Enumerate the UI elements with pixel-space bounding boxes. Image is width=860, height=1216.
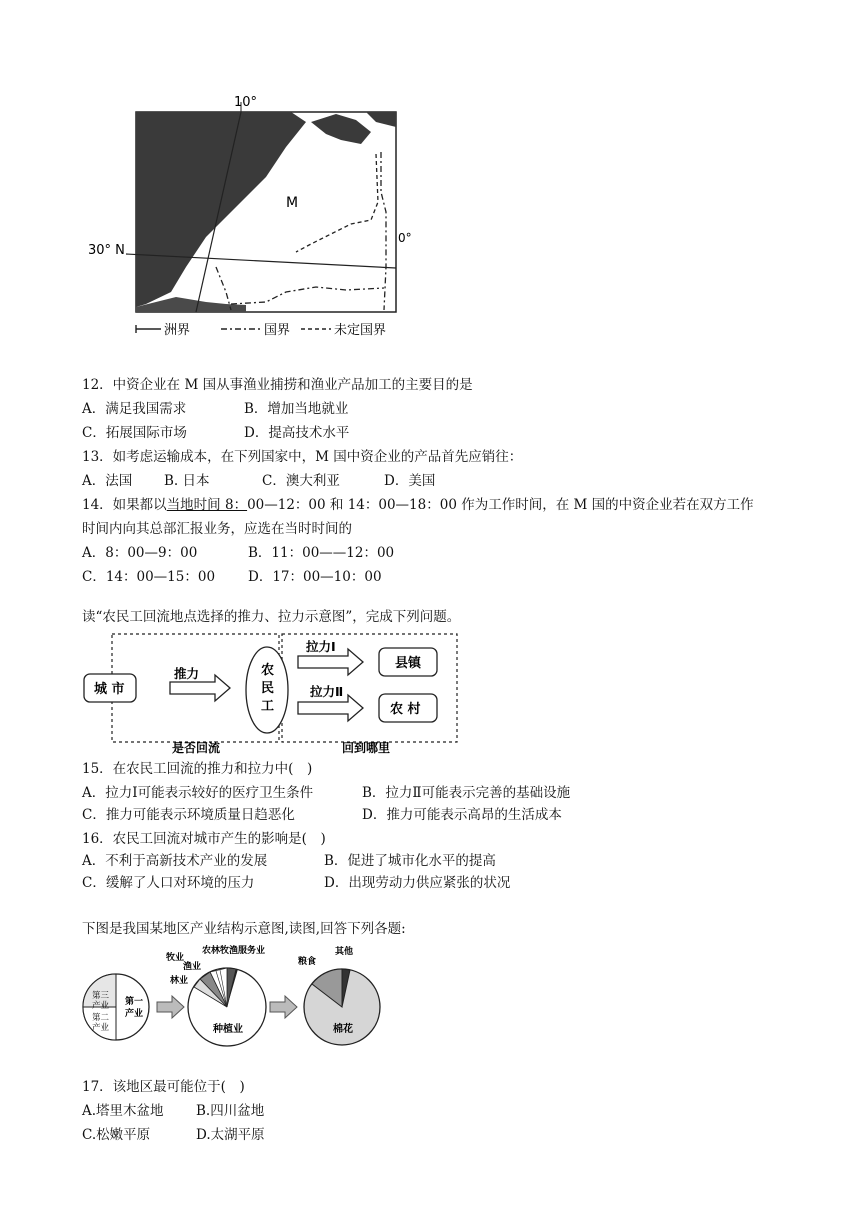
- q17-option-d: D.太湖平原: [196, 1127, 265, 1143]
- pull1-label: 拉力Ⅰ: [306, 639, 336, 654]
- lon-label: 10°: [234, 95, 258, 110]
- q14-stem-line2: 时间内向其总部汇报业务，应选在当时时间的: [82, 521, 352, 537]
- q15-option-d: D．推力可能表示高昂的生活成本: [362, 807, 562, 823]
- q17-option-a: A.塔里木盆地: [82, 1103, 164, 1119]
- q12-option-b: B．增加当地就业: [244, 401, 349, 417]
- legend-continent: 洲界: [164, 323, 191, 338]
- q13-option-a: A．法国: [82, 473, 133, 489]
- legend-national: 国界: [264, 323, 291, 338]
- animal-label: 牧业: [166, 953, 185, 963]
- fishery-label: 渔业: [183, 962, 202, 972]
- legend-undefined: 未定国界: [334, 323, 387, 338]
- county-label: 县镇: [395, 656, 422, 671]
- q15-option-b: B．拉力Ⅱ可能表示完善的基础设施: [362, 785, 571, 801]
- q16-option-d: D．出现劳动力供应紧张的状况: [324, 875, 511, 891]
- cotton-label: 棉花: [333, 1024, 353, 1035]
- q12-option-d: D．提高技术水平: [244, 425, 350, 441]
- q12-option-a: A．满足我国需求: [82, 401, 187, 417]
- arrow-1: [157, 996, 184, 1018]
- q14-option-a: A．8：00—9：00: [82, 545, 198, 561]
- worker-char-3: 工: [261, 699, 275, 714]
- q16-option-c: C．缓解了人口对环境的压力: [82, 875, 255, 891]
- second-label-2: 产业: [92, 1023, 110, 1033]
- q12-stem: 12．中资企业在 M 国从事渔业捕捞和渔业产品加工的主要目的是: [82, 377, 473, 393]
- q17-option-b: B.四川盆地: [196, 1103, 265, 1119]
- q14-option-b: B．11：00——12：00: [248, 545, 395, 561]
- worker-char-1: 农: [261, 663, 275, 678]
- q14-stem: 14．如果都以当地时间 8：00—12：00 和 14：00—18：00 作为工作时间，在 M 国的中资企业若在双方工作: [82, 497, 754, 513]
- q16-stem: 16．农民工回流对城市产生的影响是( ): [82, 831, 326, 847]
- pull2-label: 拉力Ⅱ: [310, 684, 344, 699]
- other-label: 其他: [335, 947, 354, 957]
- third-label-1: 第三: [92, 991, 110, 1001]
- flow-diagram: [80, 630, 470, 755]
- map-figure: [86, 92, 416, 342]
- grain-label: 粮食: [298, 957, 317, 967]
- q17-option-c: C.松嫩平原: [82, 1127, 151, 1143]
- left-caption: 是否回流: [172, 741, 221, 755]
- q12-option-c: C．拓展国际市场: [82, 425, 187, 441]
- q13-option-c: C．澳大利亚: [262, 473, 340, 489]
- q15-stem: 15．在农民工回流的推力和拉力中( ): [82, 761, 313, 777]
- industry-diagram: [80, 940, 390, 1055]
- intro-industry: 下图是我国某地区产业结构示意图,读图,回答下列各题:: [82, 921, 406, 937]
- q14-option-c: C．14：00—15：00: [82, 569, 216, 585]
- q16-option-b: B．促进了城市化水平的提高: [324, 853, 496, 869]
- map-coast-area: [136, 112, 306, 307]
- q16-option-a: A．不利于高新技术产业的发展: [82, 853, 268, 869]
- first-label-1: 第一: [125, 997, 144, 1007]
- q14-option-d: D．17：00—10：00: [248, 569, 382, 585]
- second-label-1: 第二: [92, 1013, 110, 1023]
- right-caption: 回到哪里: [342, 741, 391, 755]
- lat-label: 30° N: [88, 243, 125, 258]
- q13-option-b: B. 日本: [164, 473, 210, 489]
- arrow-2: [270, 996, 297, 1018]
- right-lon-label: 0°: [398, 231, 412, 245]
- q13-option-d: D．美国: [384, 473, 436, 489]
- q14-underline: 当地时间 8：: [166, 497, 248, 513]
- push-label: 推力: [174, 666, 200, 681]
- planting-label: 种植业: [213, 1024, 243, 1035]
- intro-flow: 读“农民工回流地点选择的推力、拉力示意图”，完成下列问题。: [82, 609, 461, 625]
- q17-stem: 17．该地区最可能位于( ): [82, 1079, 245, 1095]
- q13-stem: 13．如考虑运输成本，在下列国家中，M 国中资企业的产品首先应销往：: [82, 449, 523, 465]
- forestry-label: 林业: [170, 976, 189, 986]
- first-label-2: 产业: [125, 1009, 144, 1019]
- q15-option-a: A．拉力Ⅰ可能表示较好的医疗卫生条件: [82, 785, 314, 801]
- map-north-land: [311, 114, 371, 144]
- third-label-2: 产业: [92, 1001, 110, 1011]
- worker-char-2: 民: [261, 681, 275, 696]
- village-label: 农 村: [390, 702, 421, 717]
- service-label: 农林牧渔服务业: [202, 946, 266, 956]
- q15-option-c: C．推力可能表示环境质量日趋恶化: [82, 807, 295, 823]
- city-label: 城 市: [94, 682, 125, 697]
- country-label: M: [286, 195, 299, 211]
